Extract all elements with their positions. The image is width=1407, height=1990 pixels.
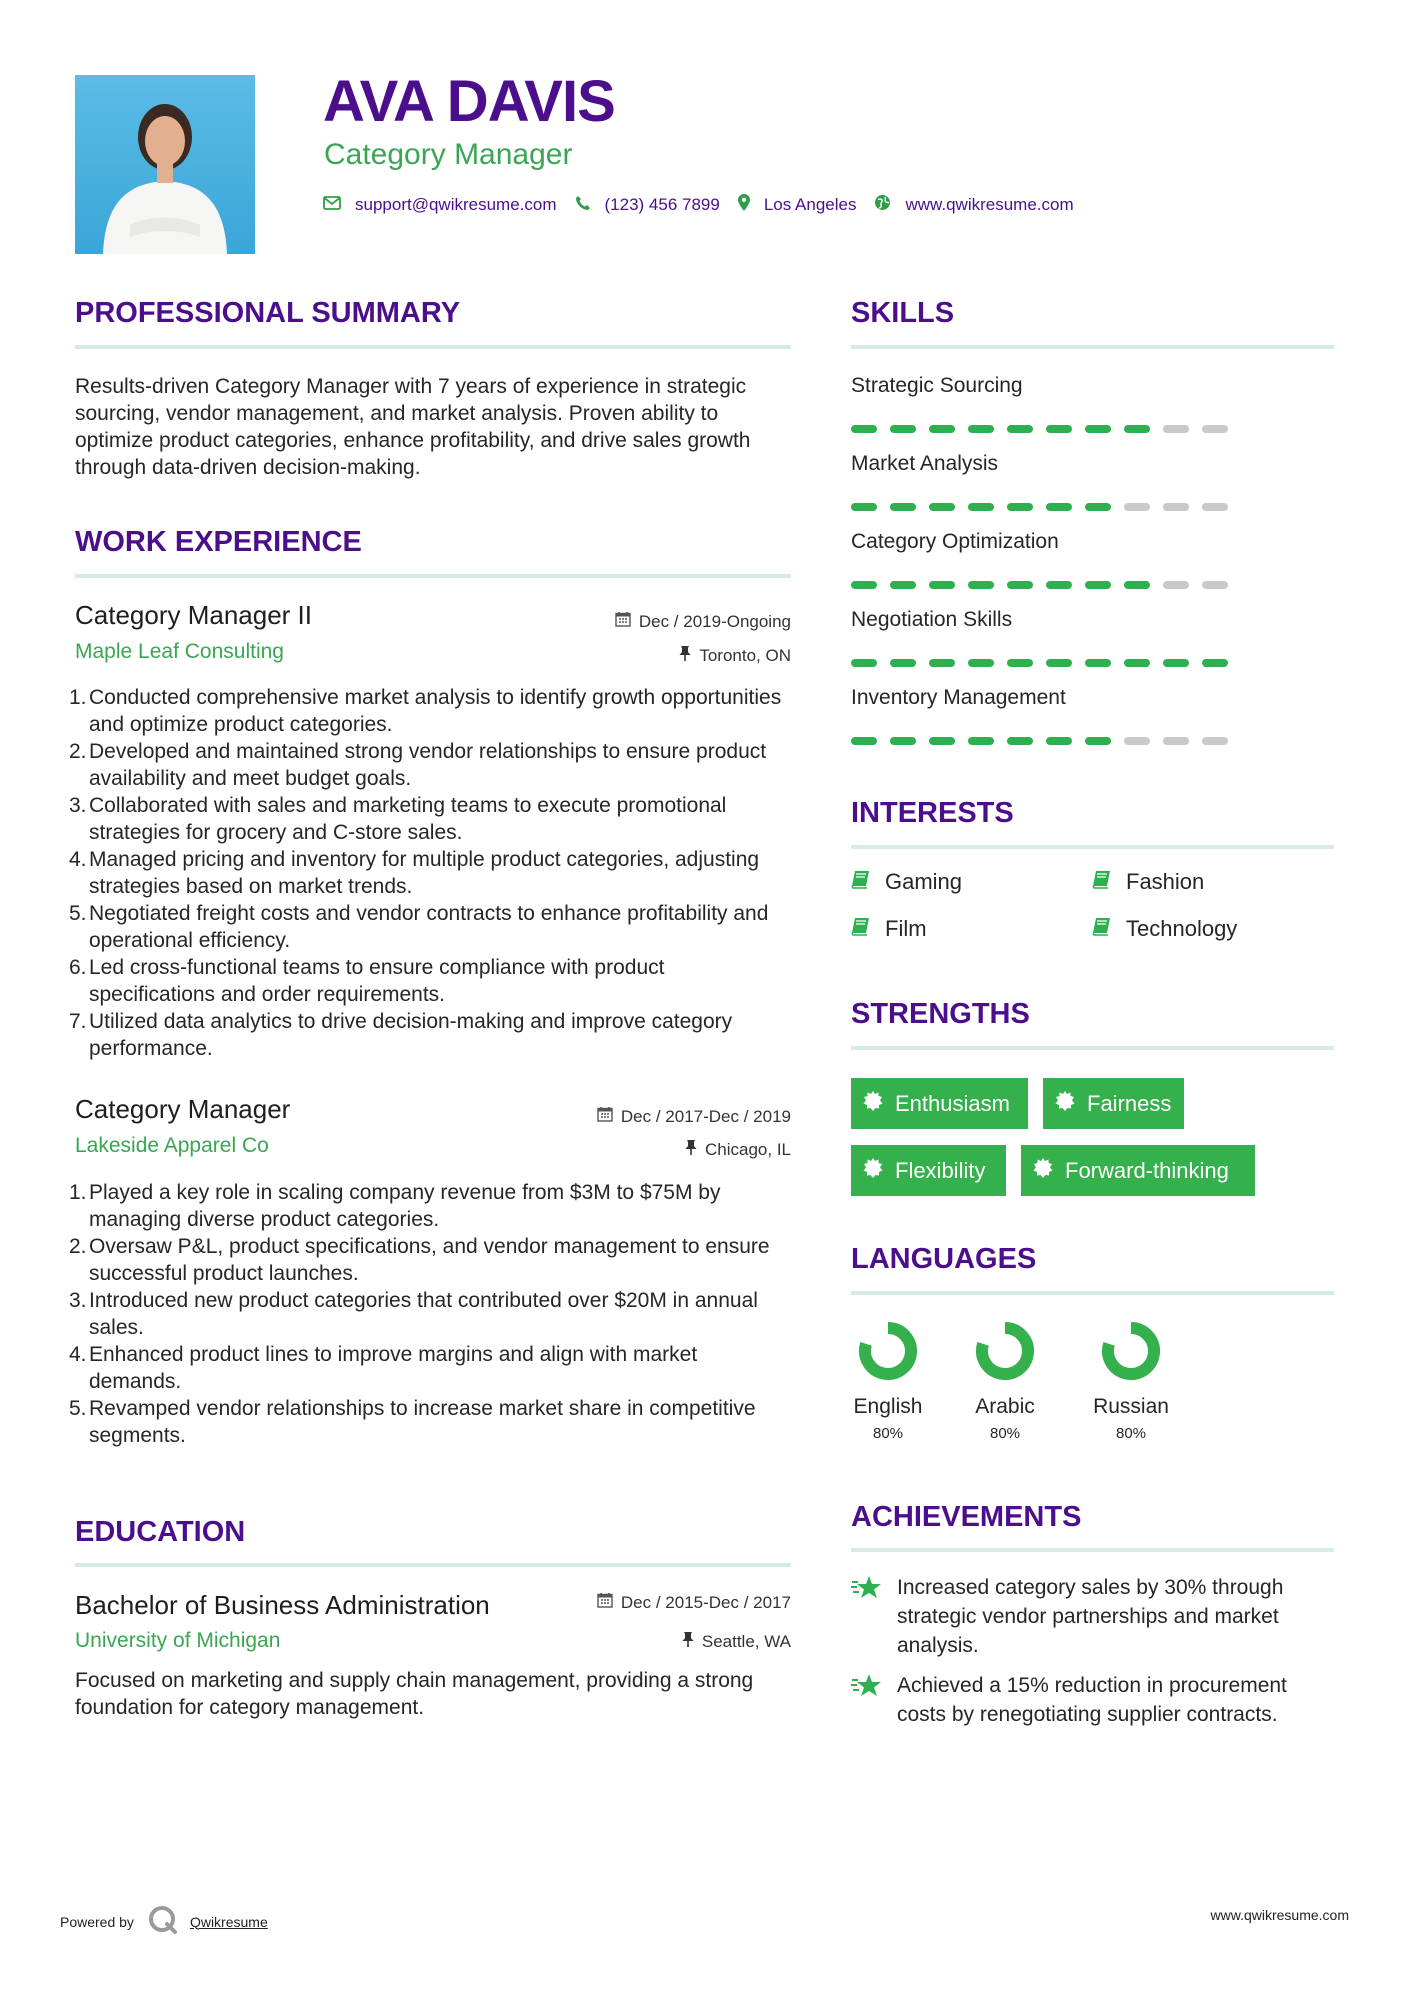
book-icon — [851, 916, 871, 942]
language-gauge — [857, 1320, 919, 1382]
job-bullets — [71, 1179, 791, 1449]
rating-dash-filled — [929, 425, 955, 433]
rating-dash-filled — [929, 581, 955, 589]
qwikresume-link[interactable]: Qwikresume — [189, 1913, 268, 1930]
badge-icon — [1055, 1091, 1075, 1117]
list-item: 3. Collaborated with sales and marketing teams to execute promotional strategies for grocery and C-store sales. — [69, 794, 727, 844]
calendar-icon — [597, 1592, 613, 1613]
rating-dash-filled — [851, 659, 877, 667]
rating-dash-filled — [1007, 425, 1033, 433]
experience-divider — [75, 574, 791, 578]
language-level: 80% — [989, 1425, 1021, 1442]
contact-website[interactable]: www.qwikresume.com — [905, 195, 1074, 214]
rating-dash-filled — [968, 659, 994, 667]
job-bullets — [71, 684, 791, 1062]
skill-rating — [851, 425, 1228, 433]
book-icon — [1092, 916, 1112, 942]
rating-dash-filled — [929, 737, 955, 745]
profile-photo — [75, 75, 255, 254]
interest-label: Technology — [1126, 916, 1238, 941]
job-company: Maple Leaf Consulting — [75, 640, 284, 663]
interest-label: Fashion — [1126, 869, 1205, 894]
education-divider — [75, 1563, 791, 1567]
candidate-name: AVA DAVIS — [323, 69, 615, 134]
job-date — [615, 611, 791, 632]
achievement-text: Achieved a 15% reduction in procurement costs by renegotiating supplier contracts. — [897, 1674, 1287, 1726]
summary-text: Results-driven Category Manager with 7 years of experience in strategic sourcing, vendor management, and market analysis. Proven ability to optimize product categories, enhance profitability, and drive sales growth through data-driven decision-making. — [75, 375, 751, 479]
globe-icon — [874, 194, 891, 216]
rating-dash-empty — [1202, 503, 1228, 511]
strength-tag — [1021, 1145, 1255, 1196]
rating-dash-filled — [1202, 659, 1228, 667]
school-name: University of Michigan — [75, 1629, 281, 1652]
skill-rating — [851, 503, 1228, 511]
rating-dash-filled — [851, 503, 877, 511]
rating-dash-filled — [1046, 503, 1072, 511]
education-location-text: Seattle, WA — [701, 1632, 791, 1651]
interest-item — [1092, 869, 1204, 895]
job-date — [597, 1106, 791, 1127]
list-item: 4. Managed pricing and inventory for multiple product categories, adjusting strategies based on market trends. — [69, 848, 760, 898]
education-location — [682, 1631, 791, 1652]
pushpin-icon — [682, 1631, 694, 1652]
rating-dash-filled — [890, 581, 916, 589]
skill-rating — [851, 581, 1228, 589]
language-level: 80% — [872, 1425, 904, 1442]
language-gauge — [1100, 1320, 1162, 1382]
rating-dash-empty — [1124, 503, 1150, 511]
achievement-text: Increased category sales by 30% through strategic vendor partnerships and market analysis. — [897, 1576, 1284, 1657]
education-date-text: Dec / 2015-Dec / 2017 — [620, 1593, 791, 1612]
rating-dash-filled — [968, 737, 994, 745]
rating-dash-filled — [1007, 659, 1033, 667]
rating-dash-filled — [1085, 581, 1111, 589]
strength-label: Enthusiasm — [895, 1090, 1010, 1116]
rating-dash-filled — [851, 425, 877, 433]
rating-dash-filled — [851, 737, 877, 745]
skill-name: Inventory Management — [851, 686, 1066, 709]
rating-dash-filled — [968, 503, 994, 511]
interests-divider — [851, 845, 1334, 849]
language-name: Russian — [1093, 1395, 1169, 1418]
language-item — [851, 1320, 925, 1442]
list-item: 7. Utilized data analytics to drive decision-making and improve category performance. — [69, 1010, 733, 1060]
rating-dash-filled — [1085, 737, 1111, 745]
rating-dash-filled — [890, 737, 916, 745]
contact-email[interactable]: support@qwikresume.com — [355, 195, 557, 214]
summary-heading: PROFESSIONAL SUMMARY — [75, 297, 461, 329]
list-item: 5. Revamped vendor relationships to increase market share in competitive segments. — [69, 1397, 756, 1447]
rating-dash-filled — [1046, 425, 1072, 433]
list-item: 1. Conducted comprehensive market analysis to identify growth opportunities and optimize product categories. — [69, 686, 782, 736]
job-title: Category Manager — [75, 1094, 291, 1124]
interest-item — [1092, 916, 1237, 942]
skill-rating — [851, 659, 1228, 667]
interest-label: Film — [885, 916, 927, 941]
education-heading: EDUCATION — [75, 1516, 246, 1548]
star-trophy-icon — [851, 1671, 897, 1729]
language-item — [968, 1320, 1042, 1442]
rating-dash-filled — [1007, 737, 1033, 745]
calendar-icon — [597, 1106, 613, 1127]
pushpin-icon — [685, 1139, 697, 1160]
rating-dash-filled — [929, 659, 955, 667]
language-gauge — [974, 1320, 1036, 1382]
candidate-title: Category Manager — [324, 138, 573, 171]
list-item: 2. Developed and maintained strong vendor relationships to ensure product availability and meet budget goals. — [69, 740, 767, 790]
rating-dash-empty — [1163, 581, 1189, 589]
rating-dash-filled — [1085, 659, 1111, 667]
qwikresume-logo-icon — [148, 1905, 178, 1938]
interest-label: Gaming — [885, 869, 963, 894]
rating-dash-empty — [1202, 581, 1228, 589]
rating-dash-filled — [851, 581, 877, 589]
rating-dash-filled — [968, 581, 994, 589]
rating-dash-empty — [1163, 503, 1189, 511]
job-company: Lakeside Apparel Co — [75, 1134, 269, 1157]
interest-item — [851, 916, 927, 942]
book-icon — [1092, 869, 1112, 895]
strength-tag — [851, 1145, 1006, 1196]
experience-heading: WORK EXPERIENCE — [75, 526, 362, 558]
education-description: Focused on marketing and supply chain management, providing a strong foundation for category management. — [75, 1669, 754, 1719]
language-level-arc — [982, 1328, 1028, 1374]
contact-phone[interactable]: (123) 456 7899 — [604, 195, 720, 214]
footer-powered-by — [60, 1905, 268, 1938]
strengths-divider — [851, 1046, 1334, 1050]
strength-tag — [851, 1078, 1028, 1129]
map-pin-icon — [738, 194, 750, 216]
rating-dash-filled — [890, 503, 916, 511]
strengths-heading: STRENGTHS — [851, 998, 1030, 1030]
language-level-arc — [865, 1328, 911, 1374]
rating-dash-filled — [1046, 581, 1072, 589]
rating-dash-filled — [890, 659, 916, 667]
achievement-item — [851, 1573, 1336, 1660]
skill-name: Strategic Sourcing — [851, 374, 1023, 397]
contact-bar — [323, 194, 1092, 216]
skills-heading: SKILLS — [851, 297, 955, 329]
rating-dash-filled — [1085, 503, 1111, 511]
job-date-text: Dec / 2017-Dec / 2019 — [620, 1107, 791, 1126]
contact-location: Los Angeles — [763, 195, 857, 214]
pushpin-icon — [679, 645, 691, 666]
skill-name: Negotiation Skills — [851, 608, 1013, 631]
rating-dash-filled — [1124, 425, 1150, 433]
skills-divider — [851, 345, 1334, 349]
achievements-heading: ACHIEVEMENTS — [851, 1501, 1082, 1533]
job-location-text: Chicago, IL — [705, 1140, 791, 1159]
envelope-icon — [323, 195, 341, 215]
job-location — [685, 1139, 791, 1160]
rating-dash-filled — [1046, 737, 1072, 745]
interests-heading: INTERESTS — [851, 797, 1014, 829]
language-item — [1088, 1320, 1174, 1442]
language-level: 80% — [1115, 1425, 1147, 1442]
rating-dash-filled — [1163, 659, 1189, 667]
rating-dash-filled — [1085, 425, 1111, 433]
language-level-arc — [1108, 1328, 1154, 1374]
rating-dash-filled — [1124, 659, 1150, 667]
interest-item — [851, 869, 962, 895]
calendar-icon — [615, 611, 631, 632]
skill-name: Category Optimization — [851, 530, 1059, 553]
list-item: 6. Led cross-functional teams to ensure compliance with product specifications and order requirements. — [69, 956, 665, 1006]
rating-dash-empty — [1163, 737, 1189, 745]
achievements-divider — [851, 1548, 1334, 1552]
rating-dash-filled — [1124, 581, 1150, 589]
job-location-text: Toronto, ON — [699, 646, 791, 665]
achievement-item — [851, 1671, 1336, 1729]
job-title: Category Manager II — [75, 600, 313, 630]
rating-dash-filled — [890, 425, 916, 433]
skill-rating — [851, 737, 1228, 745]
list-item: 5. Negotiated freight costs and vendor contracts to enhance profitability and operational efficiency. — [69, 902, 769, 952]
strength-label: Fairness — [1087, 1090, 1172, 1116]
skill-name: Market Analysis — [851, 452, 999, 475]
strength-label: Flexibility — [895, 1157, 986, 1183]
summary-divider — [75, 345, 791, 349]
rating-dash-empty — [1202, 737, 1228, 745]
list-item: 3. Introduced new product categories that contributed over $20M in annual sales. — [69, 1289, 758, 1339]
education-date — [597, 1592, 791, 1613]
rating-dash-filled — [929, 503, 955, 511]
list-item: 1. Played a key role in scaling company revenue from $3M to $75M by managing diverse product categories. — [69, 1181, 721, 1231]
rating-dash-empty — [1202, 425, 1228, 433]
job-location — [679, 645, 791, 666]
rating-dash-filled — [1007, 503, 1033, 511]
book-icon — [851, 869, 871, 895]
language-name: English — [853, 1395, 923, 1418]
star-trophy-icon — [851, 1573, 897, 1660]
languages-divider — [851, 1291, 1334, 1295]
rating-dash-filled — [968, 425, 994, 433]
badge-icon — [863, 1158, 883, 1184]
rating-dash-filled — [1046, 659, 1072, 667]
phone-icon — [575, 195, 591, 216]
rating-dash-empty — [1124, 737, 1150, 745]
rating-dash-empty — [1163, 425, 1189, 433]
rating-dash-filled — [1007, 581, 1033, 589]
list-item: 4. Enhanced product lines to improve margins and align with market demands. — [69, 1343, 698, 1393]
footer-website[interactable]: www.qwikresume.com — [1210, 1907, 1349, 1923]
degree-title: Bachelor of Business Administration — [75, 1590, 490, 1620]
language-name: Arabic — [975, 1395, 1035, 1418]
strength-label: Forward-thinking — [1065, 1157, 1229, 1183]
badge-icon — [863, 1091, 883, 1117]
strength-tag — [1043, 1078, 1184, 1129]
job-date-text: Dec / 2019-Ongoing — [638, 612, 791, 631]
languages-heading: LANGUAGES — [851, 1243, 1037, 1275]
powered-by-label: Powered by — [60, 1913, 134, 1930]
list-item: 2. Oversaw P&L, product specifications, and vendor management to ensure successful product launches. — [69, 1235, 770, 1285]
badge-icon — [1033, 1158, 1053, 1184]
